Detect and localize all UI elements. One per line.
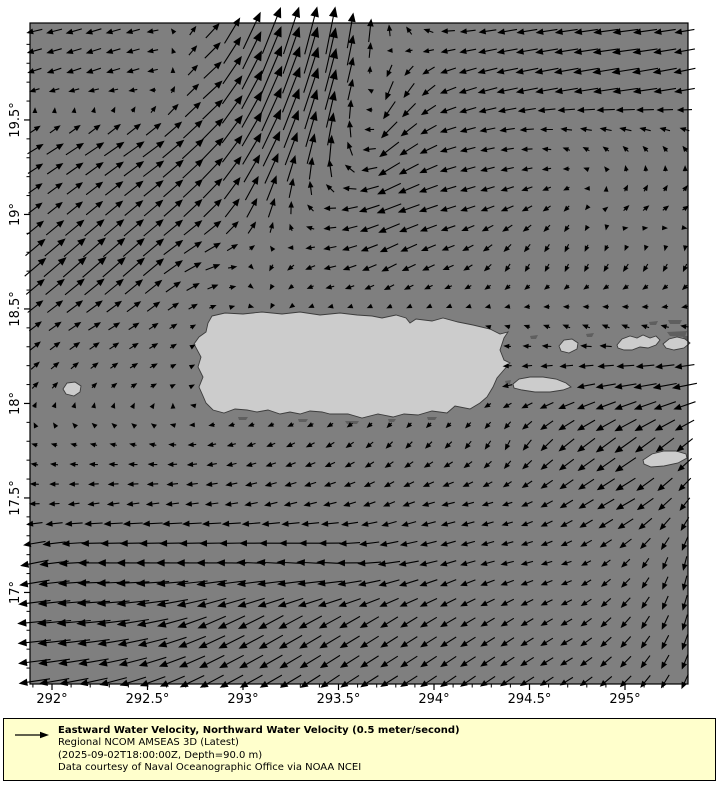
reference-arrow-icon <box>14 730 50 740</box>
y-tick-label: 18° <box>8 391 23 415</box>
x-tick-label: 292.5° <box>125 692 170 707</box>
legend-text-block <box>58 719 460 775</box>
y-tick-label: 18.5° <box>8 291 23 327</box>
x-tick-label: 294.5° <box>507 692 552 707</box>
legend-attribution: Data courtesy of Naval Oceanographic Office via NOAA NCEI <box>58 762 362 774</box>
legend-title: Eastward Water Velocity, Northward Water Velocity (0.5 meter/second) <box>58 725 460 736</box>
y-tick-label: 17° <box>8 580 23 604</box>
y-tick-label: 17.5° <box>8 480 23 516</box>
x-tick-label: 295° <box>609 692 641 707</box>
x-tick-label: 293.5° <box>316 692 361 707</box>
x-tick-label: 293° <box>227 692 259 707</box>
legend-dataset: Regional NCOM AMSEAS 3D (Latest) <box>58 737 239 749</box>
shoal-patch <box>668 320 682 324</box>
legend-box <box>3 718 716 781</box>
x-tick-label: 292° <box>36 692 68 707</box>
land-puerto-rico <box>194 312 510 418</box>
y-tick-label: 19° <box>8 202 23 226</box>
x-tick-label: 294° <box>418 692 450 707</box>
legend-timestamp: (2025-09-02T18:00:00Z, Depth=90.0 m) <box>58 749 263 761</box>
y-tick-label: 19.5° <box>8 102 23 138</box>
